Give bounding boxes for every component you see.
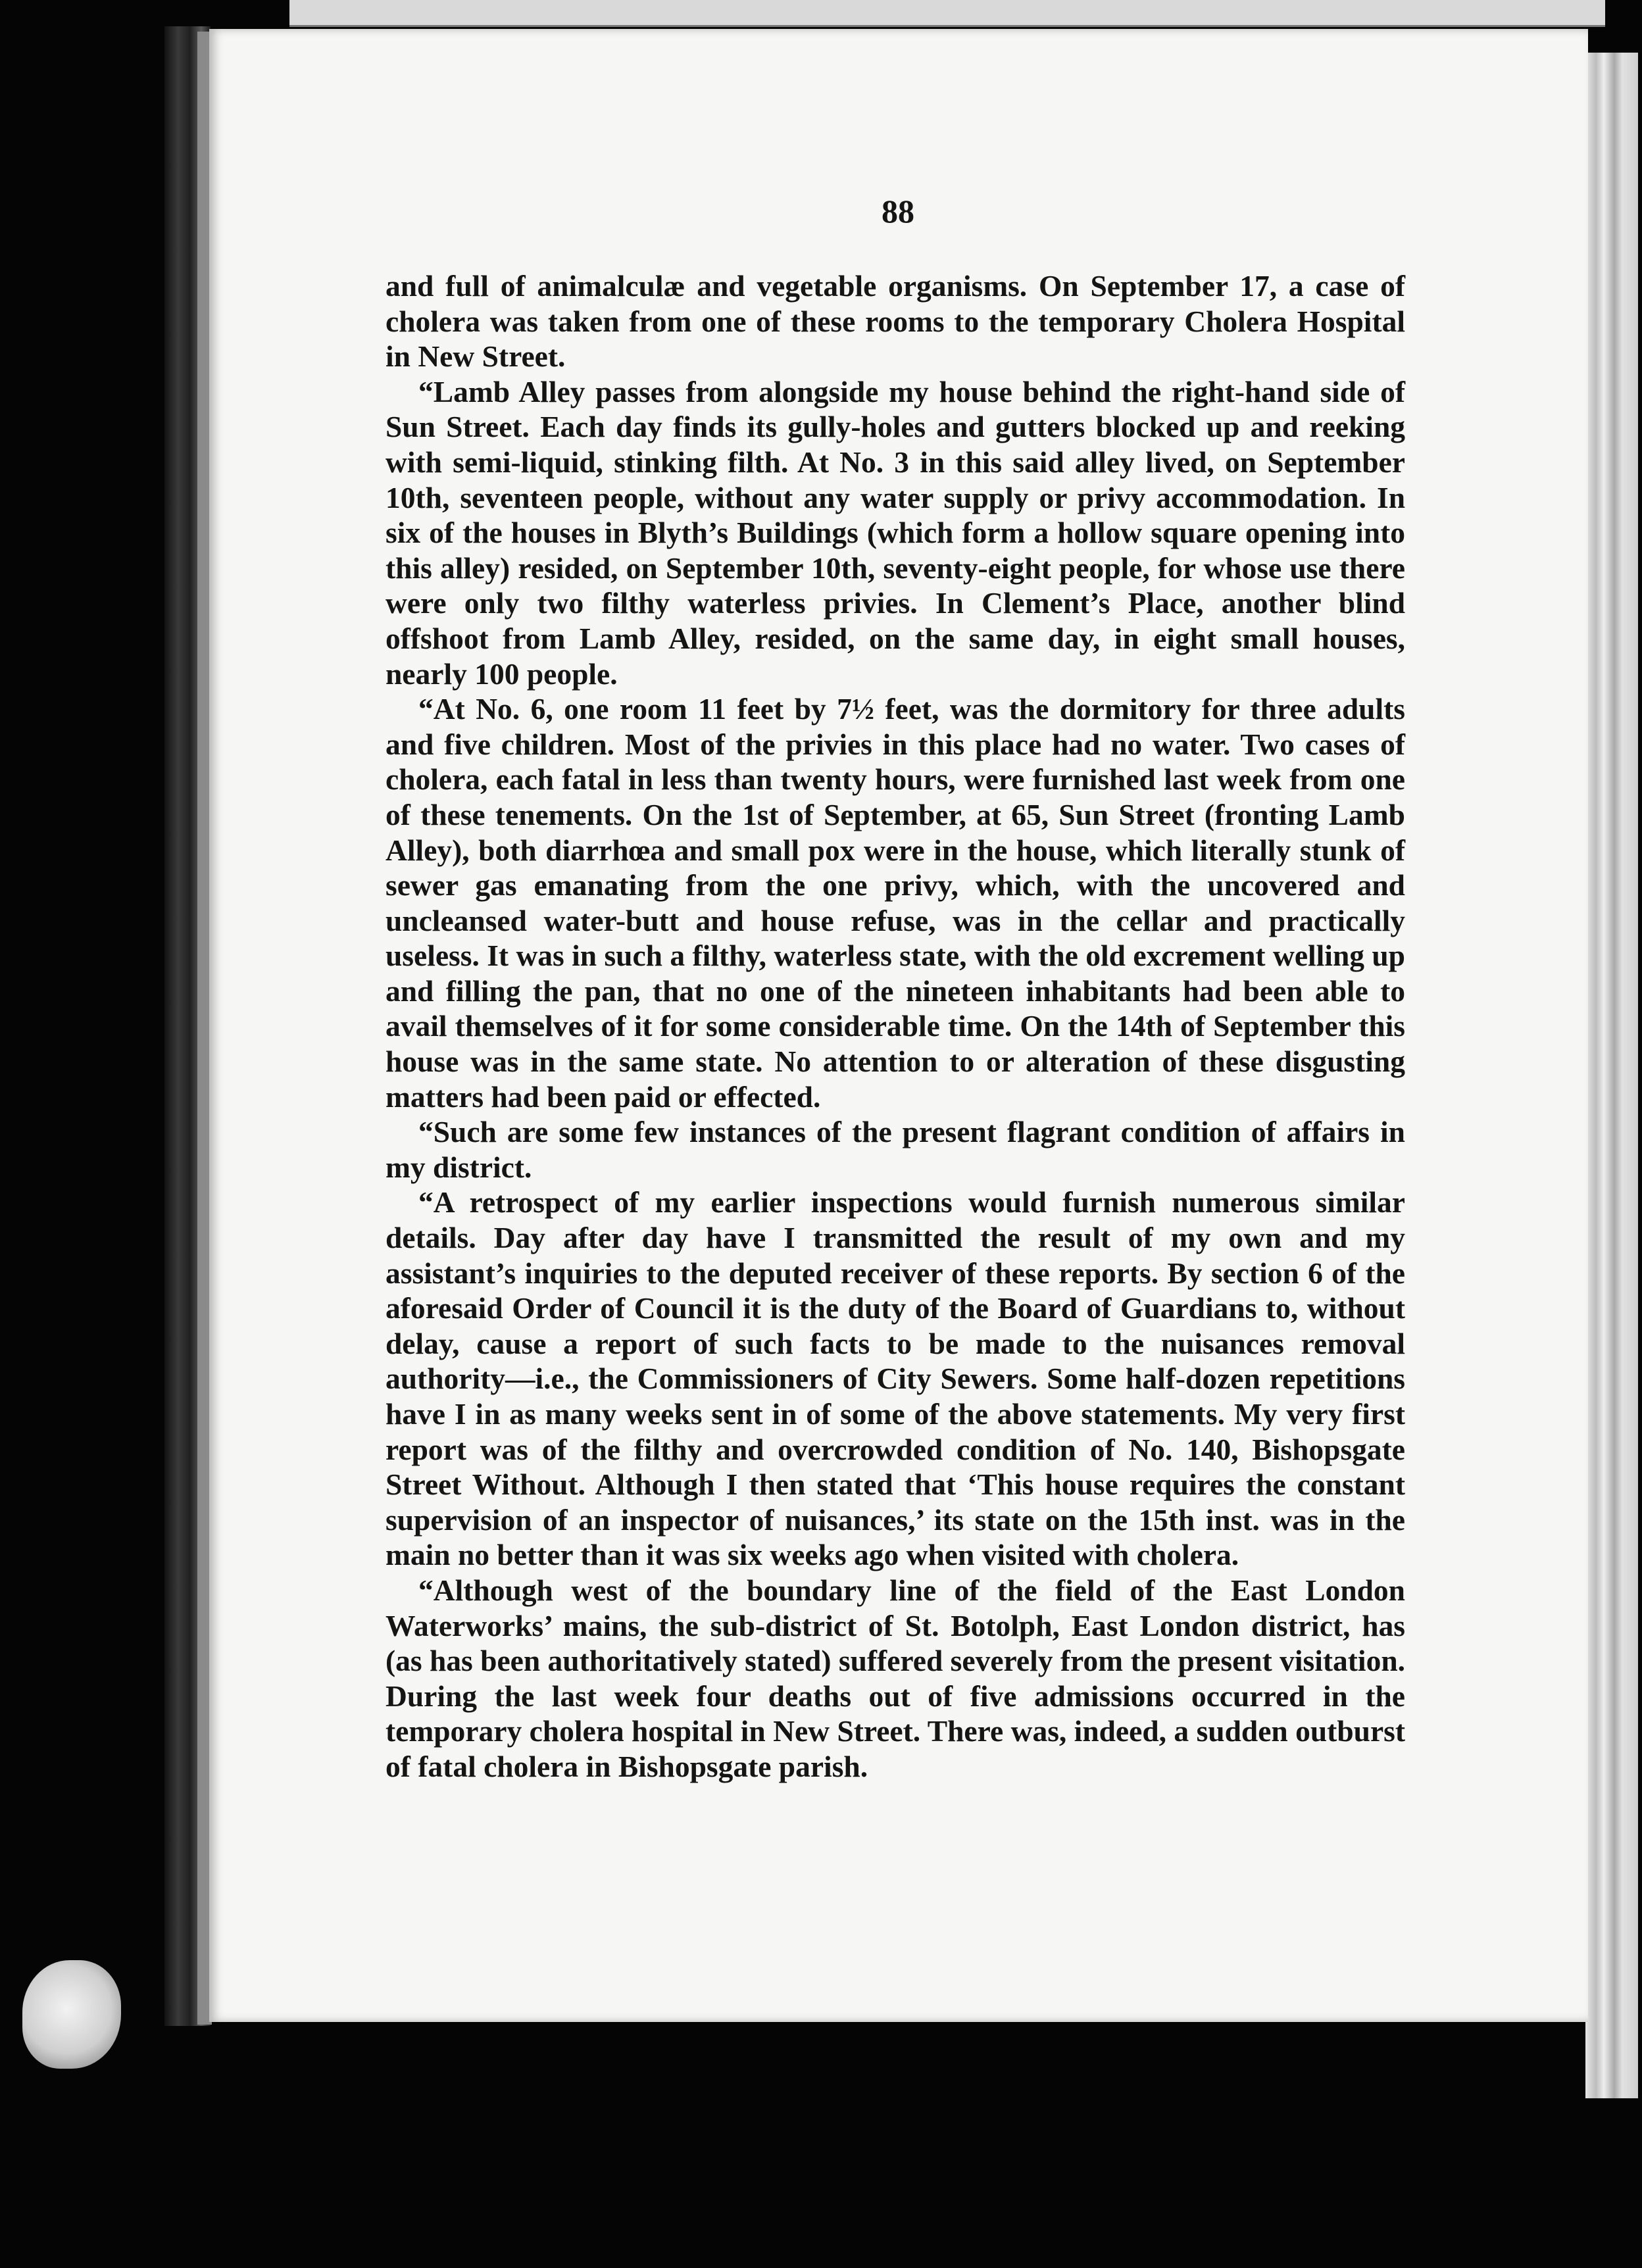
paragraph: “Lamb Alley passes from alongside my house behind the right-hand side of Sun Street. Each day finds its gully-holes and gutters blocked up and reeking with semi-liquid, stinking filth. At No. 3 in this said alley lived, on September 10th, seventeen people, without any water supply or privy accommodation. In six of the houses in Blyth’s Buildings (which form a hollow square opening into this alley) resided, on September 10th, seventy-eight people, for whose use there were only two filthy waterless privies. In Clement’s Place, another blind offshoot from Lamb Alley, resided, on the same day, in eight small houses, nearly 100 people. bbox=[386, 374, 1405, 691]
page-stack-edge bbox=[1585, 53, 1638, 2098]
paragraph: “A retrospect of my earlier inspections would furnish numerous similar details. Day after day have I transmitted the result of my own and my assistant’s inquiries to the deputed receiver of these reports. By section 6 of the aforesaid Order of Council it is the duty of the Board of Guardians to, without delay, cause a report of such facts to be made to the nuisances removal authority—i.e., the Commissioners of City Sewers. Some half-dozen repetitions have I in as many weeks sent in of some of the above statements. My very first report was of the filthy and overcrowded condition of No. 140, Bishopsgate Street Without. Although I then stated that ‘This house requires the constant supervision of an inspector of nuisances,’ its state on the 15th inst. was in the main no better than it was six weeks ago when visited with cholera. bbox=[386, 1185, 1405, 1572]
body-text bbox=[386, 268, 1405, 1785]
library-stamp bbox=[22, 1960, 121, 2069]
paragraph: “Such are some few instances of the present flagrant condition of affairs in my district. bbox=[386, 1115, 1405, 1184]
paragraph: “Although west of the boundary line of the field of the East London Waterworks’ mains, the sub-district of St. Botolph, East London district, has (as has been authoritatively stated) suffered severely from the present visitation. During the last week four deaths out of five admissions occurred in the temporary cholera hospital in New Street. There was, indeed, a sudden outburst of fatal cholera in Bishopsgate parish. bbox=[386, 1573, 1405, 1783]
adjacent-page-strip bbox=[289, 0, 1605, 27]
paragraph: “At No. 6, one room 11 feet by 7½ feet, was the dormitory for three adults and five children. Most of the privies in this place had no water. Two cases of cholera, each fatal in less than twenty hours, were furnished last week from one of these tenements. On the 1st of September, at 65, Sun Street (fronting Lamb Alley), both diarrhœa and small pox were in the house, which literally stunk of sewer gas emanating from the one privy, which, with the uncovered and uncleansed water-butt and house refuse, was in the cellar and practically useless. It was in such a filthy, waterless state, with the old excrement welling up and filling the pan, that no one of the nineteen inhabitants had been able to avail themselves of it for some considerable time. On the 14th of September this house was in the same state. No attention to or alteration of these disgusting matters had been paid or effected. bbox=[386, 692, 1405, 1114]
page-number: 88 bbox=[882, 193, 914, 230]
paragraph: and full of animalculæ and vegetable organisms. On September 17, a case of cholera was taken from one of these rooms to the temporary Cholera Hospital in New Street. bbox=[386, 269, 1405, 374]
